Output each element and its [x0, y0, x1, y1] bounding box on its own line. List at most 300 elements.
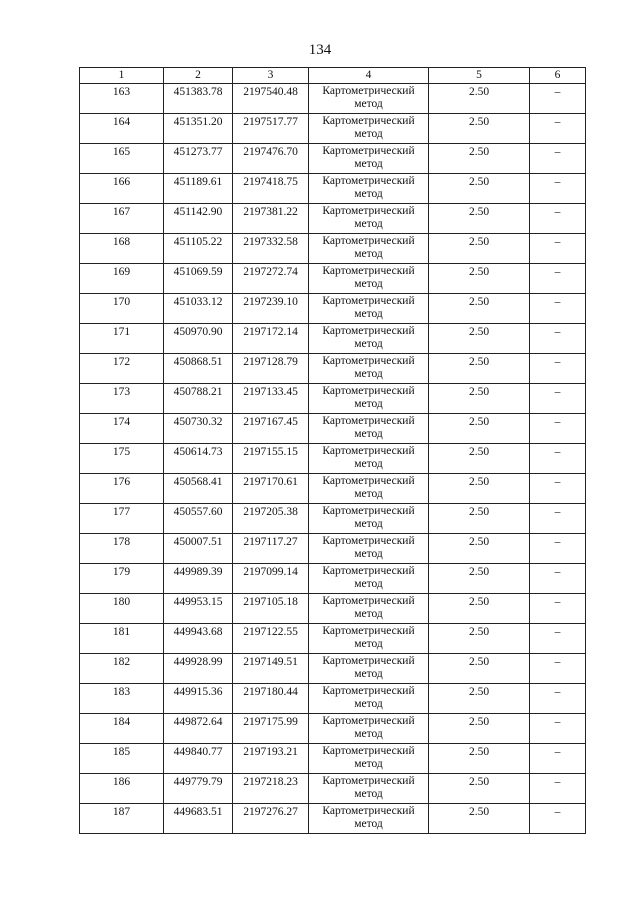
- note-cell: [530, 84, 586, 114]
- cell-text: 184: [112, 716, 131, 728]
- cell-text: 2.50: [468, 776, 490, 788]
- point-number-cell: [80, 654, 164, 684]
- cell-text: 2.50: [468, 596, 490, 608]
- table-row: [80, 144, 586, 174]
- cell-text: 2197332.58: [243, 236, 298, 248]
- method-cell: [309, 294, 429, 324]
- cell-text: –: [554, 506, 561, 518]
- note-cell: [530, 414, 586, 444]
- cell-text: 168: [112, 236, 131, 248]
- table-row: [80, 654, 586, 684]
- table-header-row: [80, 68, 586, 84]
- x-coordinate-cell: [164, 564, 233, 594]
- cell-text: Картометрический метод: [322, 475, 415, 500]
- y-coordinate-cell: [233, 474, 309, 504]
- cell-text: Картометрический метод: [322, 415, 415, 440]
- y-coordinate-cell: [233, 324, 309, 354]
- y-coordinate-cell: [233, 774, 309, 804]
- accuracy-cell: [429, 414, 530, 444]
- cell-text: 2.50: [468, 116, 490, 128]
- table-row: [80, 504, 586, 534]
- cell-text: –: [554, 716, 561, 728]
- cell-text: Картометрический метод: [322, 385, 415, 410]
- method-cell: [309, 114, 429, 144]
- y-coordinate-cell: [233, 684, 309, 714]
- cell-text: Картометрический метод: [322, 805, 415, 830]
- cell-text: 2197205.38: [243, 506, 298, 518]
- cell-text: –: [554, 386, 561, 398]
- point-number-cell: [80, 174, 164, 204]
- note-cell: [530, 804, 586, 834]
- cell-text: Картометрический метод: [322, 175, 415, 200]
- method-cell: [309, 564, 429, 594]
- cell-text: 450970.90: [173, 326, 223, 338]
- cell-text: 451069.59: [173, 266, 223, 278]
- note-cell: [530, 234, 586, 264]
- cell-text: 449989.39: [173, 566, 223, 578]
- x-coordinate-cell: [164, 504, 233, 534]
- table-row: [80, 744, 586, 774]
- table-row: [80, 84, 586, 114]
- cell-text: –: [554, 656, 561, 668]
- table-row: [80, 624, 586, 654]
- cell-text: 164: [112, 116, 131, 128]
- method-cell: [309, 624, 429, 654]
- method-cell: [309, 684, 429, 714]
- cell-text: Картометрический метод: [322, 325, 415, 350]
- cell-text: Картометрический метод: [322, 715, 415, 740]
- cell-text: 451351.20: [173, 116, 223, 128]
- cell-text: –: [554, 776, 561, 788]
- note-cell: [530, 624, 586, 654]
- point-number-cell: [80, 474, 164, 504]
- accuracy-cell: [429, 264, 530, 294]
- x-coordinate-cell: [164, 474, 233, 504]
- table-row: [80, 294, 586, 324]
- x-coordinate-cell: [164, 354, 233, 384]
- cell-text: –: [554, 146, 561, 158]
- table-body: [80, 84, 586, 834]
- y-coordinate-cell: [233, 624, 309, 654]
- cell-text: –: [554, 566, 561, 578]
- point-number-cell: [80, 534, 164, 564]
- accuracy-cell: [429, 324, 530, 354]
- cell-text: Картометрический метод: [322, 265, 415, 290]
- cell-text: Картометрический метод: [322, 445, 415, 470]
- cell-text: 182: [112, 656, 131, 668]
- y-coordinate-cell: [233, 504, 309, 534]
- note-cell: [530, 564, 586, 594]
- accuracy-cell: [429, 234, 530, 264]
- x-coordinate-cell: [164, 384, 233, 414]
- note-cell: [530, 774, 586, 804]
- cell-text: –: [554, 536, 561, 548]
- y-coordinate-cell: [233, 354, 309, 384]
- note-cell: [530, 144, 586, 174]
- cell-text: 2197381.22: [243, 206, 298, 218]
- cell-text: 2.50: [468, 236, 490, 248]
- cell-text: Картометрический метод: [322, 355, 415, 380]
- cell-text: 2.50: [468, 446, 490, 458]
- cell-text: –: [554, 596, 561, 608]
- cell-text: Картометрический метод: [322, 505, 415, 530]
- cell-text: 169: [112, 266, 131, 278]
- table-row: [80, 594, 586, 624]
- cell-text: 2197155.15: [243, 446, 298, 458]
- cell-text: 2197276.27: [243, 806, 298, 818]
- x-coordinate-cell: [164, 114, 233, 144]
- y-coordinate-cell: [233, 264, 309, 294]
- point-number-cell: [80, 114, 164, 144]
- cell-text: 449872.64: [173, 716, 223, 728]
- table-row: [80, 534, 586, 564]
- cell-text: 166: [112, 176, 131, 188]
- point-number-cell: [80, 264, 164, 294]
- cell-text: Картометрический метод: [322, 235, 415, 260]
- cell-text: 163: [112, 86, 131, 98]
- cell-text: 449840.77: [173, 746, 223, 758]
- table-row: [80, 384, 586, 414]
- note-cell: [530, 474, 586, 504]
- cell-text: 449779.79: [173, 776, 223, 788]
- table-row: [80, 204, 586, 234]
- column-header: 4: [309, 68, 429, 84]
- accuracy-cell: [429, 444, 530, 474]
- cell-text: –: [554, 626, 561, 638]
- accuracy-cell: [429, 534, 530, 564]
- accuracy-cell: [429, 384, 530, 414]
- cell-text: 2.50: [468, 806, 490, 818]
- point-number-cell: [80, 414, 164, 444]
- note-cell: [530, 204, 586, 234]
- cell-text: 2197099.14: [243, 566, 298, 578]
- note-cell: [530, 354, 586, 384]
- note-cell: [530, 504, 586, 534]
- point-number-cell: [80, 624, 164, 654]
- cell-text: 174: [112, 416, 131, 428]
- x-coordinate-cell: [164, 324, 233, 354]
- method-cell: [309, 414, 429, 444]
- cell-text: 2.50: [468, 176, 490, 188]
- y-coordinate-cell: [233, 534, 309, 564]
- cell-text: 185: [112, 746, 131, 758]
- cell-text: 450007.51: [173, 536, 223, 548]
- cell-text: 187: [112, 806, 131, 818]
- x-coordinate-cell: [164, 594, 233, 624]
- table-row: [80, 174, 586, 204]
- cell-text: 2197122.55: [243, 626, 298, 638]
- cell-text: 2.50: [468, 656, 490, 668]
- method-cell: [309, 774, 429, 804]
- x-coordinate-cell: [164, 684, 233, 714]
- cell-text: 2.50: [468, 266, 490, 278]
- y-coordinate-cell: [233, 204, 309, 234]
- accuracy-cell: [429, 204, 530, 234]
- cell-text: 2197117.27: [243, 536, 298, 548]
- cell-text: Картометрический метод: [322, 565, 415, 590]
- cell-text: 449943.68: [173, 626, 223, 638]
- note-cell: [530, 324, 586, 354]
- cell-text: 2197272.74: [243, 266, 298, 278]
- table-row: [80, 324, 586, 354]
- cell-text: Картометрический метод: [322, 205, 415, 230]
- method-cell: [309, 354, 429, 384]
- cell-text: Картометрический метод: [322, 775, 415, 800]
- cell-text: 2197418.75: [243, 176, 298, 188]
- cell-text: 450868.51: [173, 356, 223, 368]
- point-number-cell: [80, 294, 164, 324]
- cell-text: 167: [112, 206, 131, 218]
- cell-text: 172: [112, 356, 131, 368]
- accuracy-cell: [429, 774, 530, 804]
- cell-text: 449953.15: [173, 596, 223, 608]
- column-header: 3: [233, 68, 309, 84]
- cell-text: 2.50: [468, 716, 490, 728]
- x-coordinate-cell: [164, 744, 233, 774]
- method-cell: [309, 144, 429, 174]
- accuracy-cell: [429, 354, 530, 384]
- cell-text: –: [554, 86, 561, 98]
- cell-text: 2.50: [468, 746, 490, 758]
- cell-text: 2.50: [468, 326, 490, 338]
- accuracy-cell: [429, 144, 530, 174]
- cell-text: 2.50: [468, 686, 490, 698]
- accuracy-cell: [429, 564, 530, 594]
- note-cell: [530, 444, 586, 474]
- note-cell: [530, 714, 586, 744]
- x-coordinate-cell: [164, 234, 233, 264]
- cell-text: 449915.36: [173, 686, 223, 698]
- method-cell: [309, 84, 429, 114]
- cell-text: –: [554, 296, 561, 308]
- note-cell: [530, 174, 586, 204]
- point-number-cell: [80, 324, 164, 354]
- cell-text: 2197105.18: [243, 596, 298, 608]
- cell-text: –: [554, 356, 561, 368]
- cell-text: 176: [112, 476, 131, 488]
- cell-text: Картометрический метод: [322, 535, 415, 560]
- cell-text: 2.50: [468, 416, 490, 428]
- cell-text: 2.50: [468, 206, 490, 218]
- cell-text: 451273.77: [173, 146, 223, 158]
- method-cell: [309, 534, 429, 564]
- method-cell: [309, 504, 429, 534]
- cell-text: 2.50: [468, 146, 490, 158]
- x-coordinate-cell: [164, 534, 233, 564]
- cell-text: 2197193.21: [243, 746, 298, 758]
- y-coordinate-cell: [233, 114, 309, 144]
- point-number-cell: [80, 504, 164, 534]
- x-coordinate-cell: [164, 624, 233, 654]
- cell-text: 178: [112, 536, 131, 548]
- cell-text: 2.50: [468, 536, 490, 548]
- cell-text: –: [554, 236, 561, 248]
- x-coordinate-cell: [164, 804, 233, 834]
- cell-text: 179: [112, 566, 131, 578]
- note-cell: [530, 744, 586, 774]
- accuracy-cell: [429, 474, 530, 504]
- cell-text: Картометрический метод: [322, 745, 415, 770]
- accuracy-cell: [429, 84, 530, 114]
- y-coordinate-cell: [233, 84, 309, 114]
- page-number: 134: [308, 42, 332, 58]
- cell-text: 450730.32: [173, 416, 223, 428]
- y-coordinate-cell: [233, 654, 309, 684]
- point-number-cell: [80, 714, 164, 744]
- cell-text: 2.50: [468, 626, 490, 638]
- method-cell: [309, 474, 429, 504]
- accuracy-cell: [429, 594, 530, 624]
- y-coordinate-cell: [233, 594, 309, 624]
- cell-text: Картометрический метод: [322, 595, 415, 620]
- cell-text: 2.50: [468, 506, 490, 518]
- cell-text: 2197175.99: [243, 716, 298, 728]
- cell-text: –: [554, 806, 561, 818]
- point-number-cell: [80, 84, 164, 114]
- y-coordinate-cell: [233, 294, 309, 324]
- cell-text: 171: [112, 326, 131, 338]
- table-row: [80, 444, 586, 474]
- cell-text: Картометрический метод: [322, 685, 415, 710]
- point-number-cell: [80, 384, 164, 414]
- note-cell: [530, 684, 586, 714]
- column-header: 2: [164, 68, 233, 84]
- method-cell: [309, 804, 429, 834]
- cell-text: 183: [112, 686, 131, 698]
- cell-text: 2197170.61: [243, 476, 298, 488]
- x-coordinate-cell: [164, 84, 233, 114]
- y-coordinate-cell: [233, 234, 309, 264]
- cell-text: 2197172.14: [243, 326, 298, 338]
- cell-text: –: [554, 116, 561, 128]
- table-row: [80, 114, 586, 144]
- method-cell: [309, 444, 429, 474]
- point-number-cell: [80, 444, 164, 474]
- cell-text: 2197239.10: [243, 296, 298, 308]
- cell-text: 2.50: [468, 296, 490, 308]
- cell-text: 2197128.79: [243, 356, 298, 368]
- cell-text: 450614.73: [173, 446, 223, 458]
- note-cell: [530, 294, 586, 324]
- cell-text: 450788.21: [173, 386, 223, 398]
- table-row: [80, 684, 586, 714]
- table-row: [80, 774, 586, 804]
- point-number-cell: [80, 144, 164, 174]
- column-header: 5: [429, 68, 530, 84]
- cell-text: 451105.22: [173, 236, 223, 248]
- method-cell: [309, 744, 429, 774]
- x-coordinate-cell: [164, 174, 233, 204]
- table-row: [80, 474, 586, 504]
- cell-text: Картометрический метод: [322, 85, 415, 110]
- point-number-cell: [80, 564, 164, 594]
- point-number-cell: [80, 744, 164, 774]
- cell-text: 451383.78: [173, 86, 223, 98]
- cell-text: –: [554, 746, 561, 758]
- cell-text: 450557.60: [173, 506, 223, 518]
- accuracy-cell: [429, 744, 530, 774]
- y-coordinate-cell: [233, 714, 309, 744]
- note-cell: [530, 534, 586, 564]
- accuracy-cell: [429, 684, 530, 714]
- y-coordinate-cell: [233, 174, 309, 204]
- x-coordinate-cell: [164, 144, 233, 174]
- accuracy-cell: [429, 174, 530, 204]
- note-cell: [530, 594, 586, 624]
- y-coordinate-cell: [233, 414, 309, 444]
- x-coordinate-cell: [164, 444, 233, 474]
- method-cell: [309, 324, 429, 354]
- cell-text: 2197180.44: [243, 686, 298, 698]
- cell-text: 2197476.70: [243, 146, 298, 158]
- cell-text: 2197167.45: [243, 416, 298, 428]
- x-coordinate-cell: [164, 714, 233, 744]
- cell-text: –: [554, 326, 561, 338]
- method-cell: [309, 654, 429, 684]
- y-coordinate-cell: [233, 804, 309, 834]
- cell-text: 181: [112, 626, 131, 638]
- y-coordinate-cell: [233, 444, 309, 474]
- coordinates-table: [79, 67, 586, 834]
- column-header: 1: [80, 68, 164, 84]
- column-header: 6: [530, 68, 586, 84]
- table-row: [80, 804, 586, 834]
- table-row: [80, 234, 586, 264]
- table-row: [80, 714, 586, 744]
- table-row: [80, 264, 586, 294]
- cell-text: 177: [112, 506, 131, 518]
- y-coordinate-cell: [233, 744, 309, 774]
- point-number-cell: [80, 354, 164, 384]
- y-coordinate-cell: [233, 384, 309, 414]
- accuracy-cell: [429, 504, 530, 534]
- note-cell: [530, 264, 586, 294]
- note-cell: [530, 384, 586, 414]
- x-coordinate-cell: [164, 654, 233, 684]
- cell-text: Картометрический метод: [322, 145, 415, 170]
- point-number-cell: [80, 804, 164, 834]
- cell-text: 449928.99: [173, 656, 223, 668]
- method-cell: [309, 594, 429, 624]
- accuracy-cell: [429, 714, 530, 744]
- cell-text: –: [554, 446, 561, 458]
- cell-text: 2197149.51: [243, 656, 298, 668]
- accuracy-cell: [429, 114, 530, 144]
- cell-text: 2.50: [468, 86, 490, 98]
- note-cell: [530, 654, 586, 684]
- cell-text: 451033.12: [173, 296, 223, 308]
- table-row: [80, 414, 586, 444]
- note-cell: [530, 114, 586, 144]
- x-coordinate-cell: [164, 204, 233, 234]
- cell-text: 449683.51: [173, 806, 223, 818]
- cell-text: 180: [112, 596, 131, 608]
- cell-text: 165: [112, 146, 131, 158]
- cell-text: Картометрический метод: [322, 625, 415, 650]
- cell-text: 170: [112, 296, 131, 308]
- method-cell: [309, 234, 429, 264]
- y-coordinate-cell: [233, 144, 309, 174]
- cell-text: 2197540.48: [243, 86, 298, 98]
- method-cell: [309, 714, 429, 744]
- accuracy-cell: [429, 654, 530, 684]
- cell-text: –: [554, 266, 561, 278]
- cell-text: Картометрический метод: [322, 655, 415, 680]
- cell-text: 186: [112, 776, 131, 788]
- method-cell: [309, 204, 429, 234]
- accuracy-cell: [429, 294, 530, 324]
- method-cell: [309, 384, 429, 414]
